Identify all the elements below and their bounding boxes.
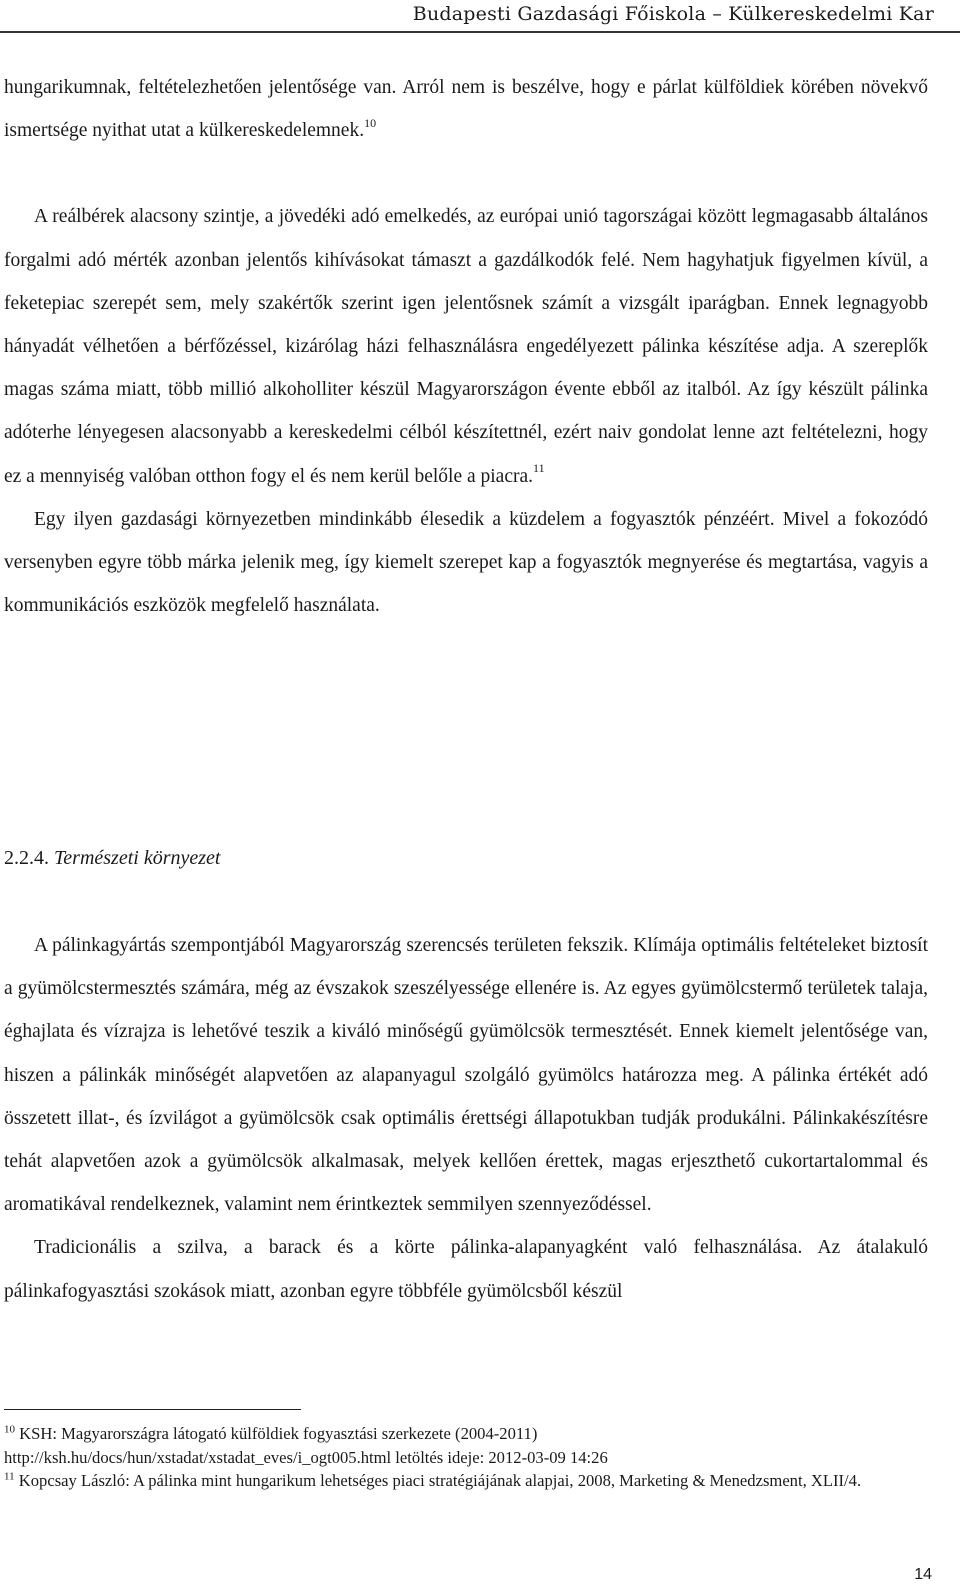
footnote-11-mark: 11 (4, 1470, 15, 1483)
page-number: 14 (914, 1566, 932, 1583)
footnote-divider (4, 1409, 301, 1410)
body-text-top (4, 66, 928, 627)
paragraph-2 (4, 195, 928, 497)
running-header: Budapesti Gazdasági Főiskola – Külkereskedelmi Kar (412, 3, 934, 25)
paragraph-2-text: A reálbérek alacsony szintje, a jövedéki adó emelkedés, az európai unió tagországai között legmagasabb általános forgalmi adó mérték azonban jelentős kihívásokat támaszt a gazdálkodók felé. Nem hagyhatjuk figyelmen kívül, a feketepiac szerepét sem, mely szakértők szerint igen jelentősnek számít a vizsgált iparágban. Ennek legnagyobb hányadát vélhetően a bérfőzéssel, kizárólag házi felhasználásra engedélyezett pálinka készítése adja. A szereplők magas száma miatt, több millió alkoholliter készül Magyarországon évente ebből az italból. Az így készült pálinka adóterhe lényegesen alacsonyabb a kereskedelmi célból készítettnél, ezért naiv gondolat lenne azt feltételezni, hogy ez a mennyiség valóban otthon fogy el és nem kerül belőle a piacra. (4, 206, 928, 487)
footnote-11-text: Kopcsay László: A pálinka mint hungarikum lehetséges piaci stratégiájának alapjai, 2008, Marketing & Menedzsment, XLII/4. (18, 1471, 862, 1491)
header-divider (0, 31, 960, 33)
footnote-10-mark: 10 (4, 1423, 15, 1436)
body-text-bottom (4, 924, 928, 1313)
paragraph-5: Tradicionális a szilva, a barack és a körte pálinka-alapanyagként való felhasználása. Az átalakuló pálinkafogyasztási szokások miatt, azonban egyre többféle gyümölcsből készül (4, 1237, 928, 1302)
paragraph-1 (4, 66, 928, 152)
footnote-10-url: http://ksh.hu/docs/hun/xstadat/xstadat_eves/i_ogt005.html letöltés ideje: 2012-03-09 14:26 (4, 1447, 608, 1467)
footnotes (4, 1422, 924, 1493)
footnote-10 (4, 1422, 924, 1446)
section-heading (4, 843, 220, 873)
paragraph-4: A pálinkagyártás szempontjából Magyarország szerencsés területen fekszik. Klímája optimális feltételeket biztosít a gyümölcstermesztés számára, még az évszakok szeszélyessége ellenére is. Az egyes gyümölcstermő területek talaja, éghajlata és vízrajza is lehetővé teszik a kiváló minőségű gyümölcsök termesztését. Ennek kiemelt jelentősége van, hiszen a pálinkák minőségét alapvetően az alapanyagul szolgáló gyümölcs határozza meg. A pálinka értékét adó összetett illat-, és ízvilágot a gyümölcsök csak optimális érettségi állapotukban tudják produkálni. Pálinkakészítésre tehát alapvetően azok a gyümölcsök alkalmasak, melyek kellően érettek, magas erjeszthető cukortartalommal és aromatikával rendelkeznek, valamint nem érintkeztek semmilyen szennyeződéssel. (4, 935, 928, 1216)
paragraph-3: Egy ilyen gazdasági környezetben mindinkább élesedik a küzdelem a fogyasztók pénzéért. Mivel a fokozódó versenyben egyre több márka jelenik meg, így kiemelt szerepet kap a fogyasztók megnyerése és megtartása, vagyis a kommunikációs eszközök megfelelő használata. (4, 508, 928, 617)
section-number: 2.2.4. (4, 847, 49, 869)
footnote-ref-11: 11 (533, 461, 545, 476)
footnote-ref-10: 10 (364, 115, 377, 130)
footnote-11 (4, 1469, 924, 1493)
section-title: Természeti környezet (54, 847, 221, 869)
paragraph-1-text: hungarikumnak, feltételezhetően jelentősége van. Arról nem is beszélve, hogy e párlat külföldiek körében növekvő ismertsége nyithat utat a külkereskedelemnek. (4, 77, 928, 142)
footnote-10-text: KSH: Magyarországra látogató külföldiek fogyasztási szerkezete (2004-2011) (19, 1424, 538, 1443)
